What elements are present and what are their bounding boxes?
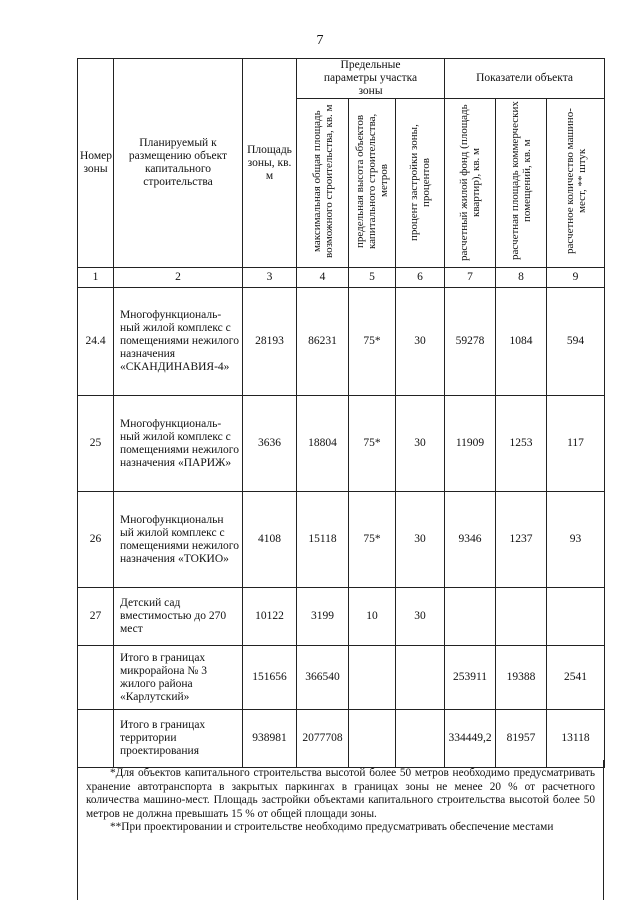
col-number: 3 [243, 268, 297, 288]
commercial-cell: 81957 [496, 710, 547, 768]
col-number: 4 [297, 268, 349, 288]
zone-cell [78, 710, 114, 768]
housing-cell: 11909 [445, 396, 496, 492]
header-build-percent: процент застройки зоны, процентов [396, 99, 445, 268]
object-name-cell: Итого в границах микрорайона № 3 жилого района «Карлутский» [114, 646, 243, 710]
max-area-cell: 15118 [297, 492, 349, 588]
parking-cell [547, 588, 605, 646]
area-cell: 4108 [243, 492, 297, 588]
housing-cell: 59278 [445, 288, 496, 396]
percent-cell: 30 [396, 288, 445, 396]
zone-cell [78, 646, 114, 710]
height-cell: 75* [349, 396, 396, 492]
header-parking: расчетное количество машино-мест, ** штук [547, 99, 605, 268]
header-commercial: расчетная площадь коммерческих помещений, кв. м [496, 99, 547, 268]
object-name-cell: Детский сад вместимостью до 270 мест [114, 588, 243, 646]
header-max-height: предельная высота объектов капитального строительства, метров [349, 99, 396, 268]
percent-cell: 30 [396, 588, 445, 646]
commercial-cell: 1237 [496, 492, 547, 588]
table-row [78, 710, 605, 768]
parking-cell: 2541 [547, 646, 605, 710]
footnote-2: **При проектировании и строительстве необходимо предусматривать обеспечение местами [110, 821, 554, 833]
max-area-cell: 86231 [297, 288, 349, 396]
col-number: 8 [496, 268, 547, 288]
header-max-area: максимальная общая площадь возможного строительства, кв. м [297, 99, 349, 268]
header-object-indicators: Показатели объекта [445, 59, 605, 99]
parking-cell: 594 [547, 288, 605, 396]
table-row [78, 288, 605, 396]
max-area-cell: 366540 [297, 646, 349, 710]
parking-cell: 117 [547, 396, 605, 492]
area-cell: 10122 [243, 588, 297, 646]
housing-cell [445, 588, 496, 646]
height-cell: 75* [349, 492, 396, 588]
col-number: 9 [547, 268, 605, 288]
footnotes [77, 760, 604, 900]
object-name-cell: Многофункциональн ый жилой комплекс с помещениями нежилого назначения «ТОКИО» [114, 492, 243, 588]
header-planned-object: Планируемый к размещению объект капитального строительства [114, 59, 243, 268]
housing-cell: 9346 [445, 492, 496, 588]
object-name-cell: Итого в границах территории проектирования [114, 710, 243, 768]
zone-cell: 27 [78, 588, 114, 646]
col-number: 5 [349, 268, 396, 288]
zone-cell: 26 [78, 492, 114, 588]
area-cell: 151656 [243, 646, 297, 710]
parking-cell: 93 [547, 492, 605, 588]
col-number: 6 [396, 268, 445, 288]
header-housing: расчетный жилой фонд (площадь квартир), кв. м [445, 99, 496, 268]
commercial-cell: 19388 [496, 646, 547, 710]
commercial-cell: 1084 [496, 288, 547, 396]
percent-cell: 30 [396, 492, 445, 588]
housing-cell: 253911 [445, 646, 496, 710]
height-cell [349, 646, 396, 710]
parking-cell: 13118 [547, 710, 605, 768]
zone-cell: 25 [78, 396, 114, 492]
percent-cell: 30 [396, 396, 445, 492]
table-row [78, 588, 605, 646]
area-cell: 28193 [243, 288, 297, 396]
object-name-cell: Многофункциональ-ный жилой комплекс с помещениями нежилого назначения «СКАНДИНАВИЯ-4» [114, 288, 243, 396]
percent-cell [396, 710, 445, 768]
table-row [78, 646, 605, 710]
col-number: 7 [445, 268, 496, 288]
header-limit-params: Предельные параметры участка зоны [297, 59, 445, 99]
column-numbers-row [78, 268, 605, 288]
zones-table [77, 58, 605, 768]
header-zone-number: Номер зоны [78, 59, 114, 268]
height-cell: 75* [349, 288, 396, 396]
commercial-cell: 1253 [496, 396, 547, 492]
max-area-cell: 18804 [297, 396, 349, 492]
page-number: 7 [316, 33, 324, 48]
max-area-cell: 2077708 [297, 710, 349, 768]
height-cell [349, 710, 396, 768]
table-row [78, 492, 605, 588]
housing-cell: 334449,2 [445, 710, 496, 768]
commercial-cell [496, 588, 547, 646]
footnote-1: *Для объектов капитального строительства высотой более 50 метров необходимо предусматривать хранение автотранспорта в закрытых паркингах в границах зоны не менее 20 % от расчетного количества машино-мест. Площадь застройки объектами капитального строительства высотой более 50 метров не должна превышать 15 % от общей площади зоны. [86, 767, 595, 820]
area-cell: 3636 [243, 396, 297, 492]
max-area-cell: 3199 [297, 588, 349, 646]
zone-cell: 24.4 [78, 288, 114, 396]
object-name-cell: Многофункциональ-ный жилой комплекс с помещениями нежилого назначения «ПАРИЖ» [114, 396, 243, 492]
header-zone-area: Площадь зоны, кв. м [243, 59, 297, 268]
area-cell: 938981 [243, 710, 297, 768]
table-row [78, 396, 605, 492]
percent-cell [396, 646, 445, 710]
height-cell: 10 [349, 588, 396, 646]
col-number: 2 [114, 268, 243, 288]
col-number: 1 [78, 268, 114, 288]
